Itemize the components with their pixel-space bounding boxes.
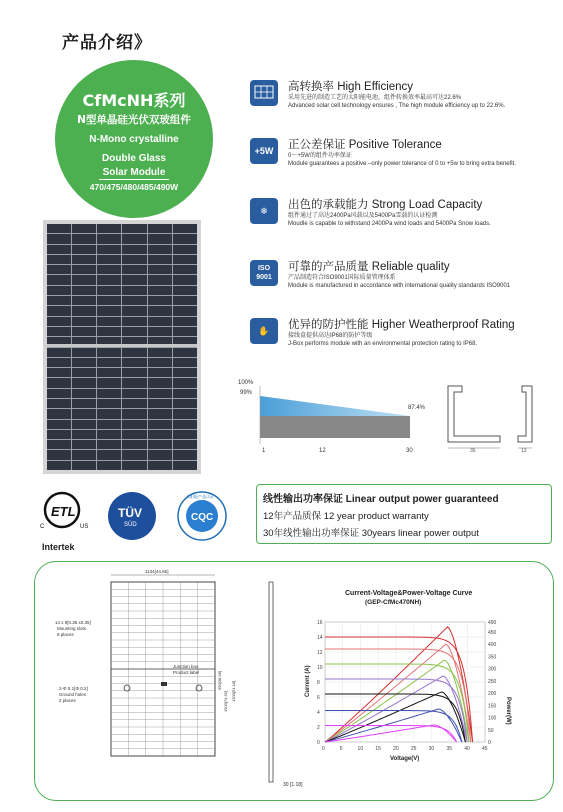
panel-cell (97, 317, 121, 326)
panel-cell (47, 378, 71, 387)
panel-cell (148, 420, 172, 429)
panel-cell (97, 348, 121, 357)
cqc-text: CQC (191, 512, 214, 523)
panel-cell (47, 296, 71, 305)
panel-cell (148, 430, 172, 439)
panel-cell (148, 368, 172, 377)
panel-cell (122, 450, 146, 459)
panel-cell (148, 348, 172, 357)
panel-cell (97, 440, 121, 449)
etl-us: US (80, 524, 89, 530)
panel-cell (122, 224, 146, 233)
chart-y2tick: 490 (488, 620, 497, 626)
panel-cell (72, 296, 96, 305)
panel-cell (148, 327, 172, 336)
technical-section (34, 561, 554, 801)
warranty-line2: 30年线性输出功率保证 30years linear power output (263, 528, 479, 539)
chart-ytick: 10 (317, 665, 323, 671)
panel-cell (148, 409, 172, 418)
panel-cell (122, 378, 146, 387)
panel-cell (173, 265, 197, 274)
panel-cell (122, 317, 146, 326)
chart-ytick: 4 (317, 710, 320, 716)
panel-cell (173, 348, 197, 357)
tuv-text: TÜV (118, 506, 142, 520)
panel-cell (173, 399, 197, 408)
technical-svg (35, 562, 554, 801)
panel-cell (148, 440, 172, 449)
panel-cell (47, 224, 71, 233)
panel-cell (148, 224, 172, 233)
height-dim-label: 1903[74.92] (223, 690, 228, 712)
panel-cell (47, 275, 71, 284)
chart-xtick: 15 (375, 746, 381, 752)
chart-y2tick: 250 (488, 678, 497, 685)
deg-x-12: 12 (319, 448, 326, 454)
panel-cell (97, 450, 121, 459)
panel-cell (148, 255, 172, 264)
panel-cell (173, 296, 197, 305)
profile-shape-1 (448, 386, 500, 442)
panel-cell (72, 409, 96, 418)
panel-cell (72, 286, 96, 295)
chart-ytick: 8 (317, 680, 320, 686)
etl-c: C (40, 524, 45, 530)
panel-cell (122, 327, 146, 336)
panel-cell (72, 378, 96, 387)
plabel-label: Product label (173, 670, 200, 675)
panel-cell (47, 245, 71, 254)
panel-cell (97, 399, 121, 408)
panel-cell (173, 255, 197, 264)
panel-cell (72, 255, 96, 264)
panel-cell (173, 389, 197, 398)
chart-subtitle: (GEP-CfMc470NH) (365, 599, 422, 606)
panel-cell (173, 430, 197, 439)
deg-label-100: 100% (238, 380, 254, 386)
warranty-box (256, 484, 552, 544)
panel-cell (97, 296, 121, 305)
panel-cell (97, 327, 121, 336)
badge-powers: 470/475/480/485/490W (89, 182, 179, 192)
panel-cell (97, 265, 121, 274)
degradation-svg (234, 378, 434, 458)
chart-y2tick: 200 (488, 691, 497, 698)
panel-cell (148, 234, 172, 243)
inner-dim-label: 990[38.98] (217, 671, 222, 690)
module-side-profile (269, 582, 273, 782)
chart-y2tick: 300 (488, 666, 497, 673)
panel-cell (72, 348, 96, 357)
panel-cell (148, 461, 172, 470)
panel-cell (173, 409, 197, 418)
iso-icon: ISO 9001 (250, 260, 278, 286)
panel-cell (72, 430, 96, 439)
panel-cell (97, 275, 121, 284)
panel-cell (72, 265, 96, 274)
deg-label-874: 87.4% (408, 405, 426, 411)
panel-cell (47, 430, 71, 439)
panel-cell (97, 286, 121, 295)
degradation-base (260, 416, 410, 438)
profile-dim-2: 13 (521, 448, 527, 452)
panel-cell (148, 399, 172, 408)
panel-cell (173, 461, 197, 470)
panel-cell (72, 224, 96, 233)
panel-cell (148, 378, 172, 387)
panel-cell (47, 234, 71, 243)
cqc-ring: 太阳能产品认证 (186, 494, 214, 499)
panel-cell (47, 286, 71, 295)
panel-cell (122, 286, 146, 295)
panel-cell (148, 389, 172, 398)
panel-cell (122, 306, 146, 315)
feature-title: 优异的防护性能 Higher Weatherproof Rating (288, 319, 515, 331)
panel-cell (72, 317, 96, 326)
panel-cell (47, 450, 71, 459)
panel-cell (148, 450, 172, 459)
panel-cell (97, 358, 121, 367)
ground-label: 2-Φ 5.1[Φ 0.2] (59, 686, 88, 691)
panel-cell (97, 224, 121, 233)
panel-cell (122, 265, 146, 274)
section-heading: 产品介绍》 (62, 33, 152, 53)
panel-cell (72, 358, 96, 367)
panel-cell (173, 306, 197, 315)
tuv-sub: SÜD (124, 522, 137, 528)
panel-cell (97, 368, 121, 377)
panel-cell (72, 450, 96, 459)
panel-cell (148, 245, 172, 254)
plus-5w-icon: +5W (250, 138, 278, 164)
panel-cell (47, 409, 71, 418)
chart-xtick: 45 (482, 746, 488, 752)
chart-ytick: 12 (317, 650, 323, 656)
panel-cell (122, 440, 146, 449)
deg-x-30: 30 (406, 448, 413, 454)
hand-shield-icon: ✋ (250, 318, 278, 344)
panel-cell (122, 409, 146, 418)
panel-cell (173, 358, 197, 367)
badge-en-line1: N-Mono crystalline (89, 134, 179, 145)
panel-cell (72, 275, 96, 284)
slots-label: 14 x 9[0.35 x0.35] (55, 620, 91, 625)
panel-cell (72, 368, 96, 377)
etl-text: ETL (51, 504, 76, 519)
ground-hole-left (124, 685, 130, 691)
panel-cell (148, 286, 172, 295)
panel-cell (72, 234, 96, 243)
panel-cell (122, 296, 146, 305)
chart-xtick: 30 (428, 746, 435, 752)
warranty-line1: 12年产品质保 12 year product warranty (263, 511, 429, 522)
panel-cell (173, 245, 197, 254)
slots-sub2: 8 places (57, 632, 74, 637)
panel-cell (148, 306, 172, 315)
deg-label-99: 99% (240, 390, 253, 396)
panel-cell (47, 389, 71, 398)
warranty-title: 线性输出功率保证 Linear output power guaranteed (263, 494, 499, 505)
profile-dim-1: 35 (470, 448, 476, 452)
panel-cell (97, 306, 121, 315)
panel-cell (122, 245, 146, 254)
product-badge (55, 60, 213, 218)
panel-cell (173, 450, 197, 459)
panel-cell (47, 255, 71, 264)
panel-cell (72, 245, 96, 254)
panel-cell (173, 327, 197, 336)
width-dim-label: 1134[44.65] (145, 569, 169, 574)
panel-cell (47, 368, 71, 377)
panel-cell (72, 461, 96, 470)
panel-cell (122, 358, 146, 367)
profile-shape-2 (518, 386, 532, 442)
panel-cell (173, 420, 197, 429)
chart-y2label: Power(W) (505, 697, 511, 725)
panel-cell (97, 409, 121, 418)
chart-y2tick: 0 (488, 740, 491, 746)
panel-cell (173, 286, 197, 295)
solar-panel-image (43, 220, 201, 474)
panel-divider (47, 344, 197, 347)
panel-cell (173, 234, 197, 243)
chart-y2tick: 50 (488, 727, 494, 734)
panel-cell (72, 389, 96, 398)
chart-y2tick: 350 (488, 654, 497, 661)
feature-desc: 组件通过了高达2400Pa风载以及5400Pa雪载的认证检测 Moudle is capable to withstand 2400Pa wind loads and 5400Pa Snow loads. (288, 213, 491, 227)
panel-cell (47, 327, 71, 336)
chart-ytick: 16 (317, 620, 323, 626)
intertek-label: Intertek (42, 542, 75, 552)
chart-xtick: 0 (322, 746, 325, 752)
panel-cell (97, 378, 121, 387)
panel-cell (47, 461, 71, 470)
panel-cell (72, 440, 96, 449)
panel-cell (173, 224, 197, 233)
junction-box (161, 682, 167, 686)
panel-cell (97, 420, 121, 429)
panel-cell (72, 420, 96, 429)
panel-cell (72, 327, 96, 336)
panel-cell (72, 306, 96, 315)
panel-cell (122, 389, 146, 398)
badge-cn-name: N型单晶硅光伏双玻组件 (77, 114, 191, 126)
iv-chart (305, 590, 511, 762)
panel-cell (122, 420, 146, 429)
badge-series: CfMcNH系列 (82, 91, 186, 110)
thickness-label: 30 [1.18] (283, 782, 303, 788)
chart-xtick: 20 (393, 746, 399, 752)
ground-sub2: 2 places (59, 698, 76, 703)
chart-y2tick: 450 (488, 629, 497, 636)
grid-panel-icon (250, 80, 278, 106)
feature-title: 正公差保证 Positive Tolerance (288, 139, 442, 151)
panel-cell (47, 265, 71, 274)
panel-cell (97, 430, 121, 439)
panel-cell (122, 368, 146, 377)
snowflake-icon: ❄ (250, 198, 278, 224)
certification-logos (40, 488, 250, 558)
panel-cell (72, 399, 96, 408)
chart-xlabel: Voltage(V) (390, 756, 420, 762)
panel-cell (122, 430, 146, 439)
chart-ytick: 0 (317, 740, 320, 746)
mid-dim-label: 1300[51.18] (231, 680, 236, 702)
panel-cell (97, 234, 121, 243)
badge-en-line3 (55, 167, 213, 178)
panel-cell (122, 399, 146, 408)
chart-xtick: 5 (339, 746, 343, 752)
panel-cell (47, 440, 71, 449)
panel-cell (173, 317, 197, 326)
slots-sub1: Mounting slots (57, 626, 87, 631)
badge-en-line2: Double Glass (102, 153, 166, 164)
panel-cell (97, 245, 121, 254)
chart-y2tick: 400 (488, 642, 497, 649)
chart-ytick: 6 (317, 695, 320, 701)
panel-cell (173, 440, 197, 449)
chart-ytick: 14 (317, 635, 323, 641)
panel-cell (148, 358, 172, 367)
feature-desc: 采用先进的制造工艺的太阳能电池，组件转换效率最高可达22.6% Advanced solar cell technology ensures , The high module efficiency up to 22.6%. (288, 95, 506, 109)
feature-desc: 0～+5W的组件功率保证 Module guarantees a positive –only power tolerance of 0 to +5w to bring extra benefit. (288, 153, 516, 167)
panel-cell (148, 296, 172, 305)
panel-cell (173, 275, 197, 284)
panel-cell (122, 234, 146, 243)
panel-cell (173, 368, 197, 377)
ground-sub1: Ground holes (59, 692, 87, 697)
chart-title: Current-Voltage&Power-Voltage Curve (345, 590, 473, 597)
chart-y2tick: 150 (488, 703, 497, 710)
degradation-chart (234, 378, 434, 458)
panel-cell (97, 389, 121, 398)
frame-profile-drawing (440, 382, 550, 452)
panel-cell (47, 306, 71, 315)
frame-profile-svg (440, 382, 550, 452)
chart-xtick: 10 (357, 746, 364, 752)
badge-en-line3-text: Solar Module (99, 167, 170, 180)
module-drawing (55, 569, 236, 756)
feature-desc: 接线盒提供高达IP68的防护等级 J-Box performs module with an environmental protection rating to IP68. (288, 333, 478, 347)
panel-cell (122, 348, 146, 357)
panel-cell (122, 461, 146, 470)
panel-cells (47, 224, 197, 470)
feature-desc: 产品制造符合ISO9001国际质量管理体系 Module is manufactured in accordance with international quality standards ISO9001 (288, 275, 511, 289)
panel-cell (122, 255, 146, 264)
panel-cell (97, 255, 121, 264)
chart-xtick: 25 (410, 746, 417, 752)
panel-cell (148, 265, 172, 274)
panel-cell (47, 399, 71, 408)
panel-cell (47, 358, 71, 367)
feature-title: 出色的承载能力 Strong Load Capacity (288, 199, 483, 211)
jbox-label: Junction box (173, 664, 199, 669)
panel-cell (122, 275, 146, 284)
panel-cell (47, 348, 71, 357)
feature-title: 高转换率 High Efficiency (288, 81, 414, 93)
panel-cell (173, 378, 197, 387)
ground-hole-right (196, 685, 202, 691)
chart-xtick: 40 (464, 746, 470, 752)
deg-x-1: 1 (262, 448, 266, 454)
panel-cell (47, 420, 71, 429)
chart-ylabel: Current (A) (305, 665, 311, 697)
panel-cell (148, 317, 172, 326)
chart-ytick: 2 (317, 725, 320, 731)
chart-xtick: 35 (446, 746, 453, 752)
panel-cell (47, 317, 71, 326)
feature-title: 可靠的产品质量 Reliable quality (288, 261, 450, 273)
panel-cell (148, 275, 172, 284)
chart-y2tick: 100 (488, 715, 497, 722)
panel-cell (97, 461, 121, 470)
